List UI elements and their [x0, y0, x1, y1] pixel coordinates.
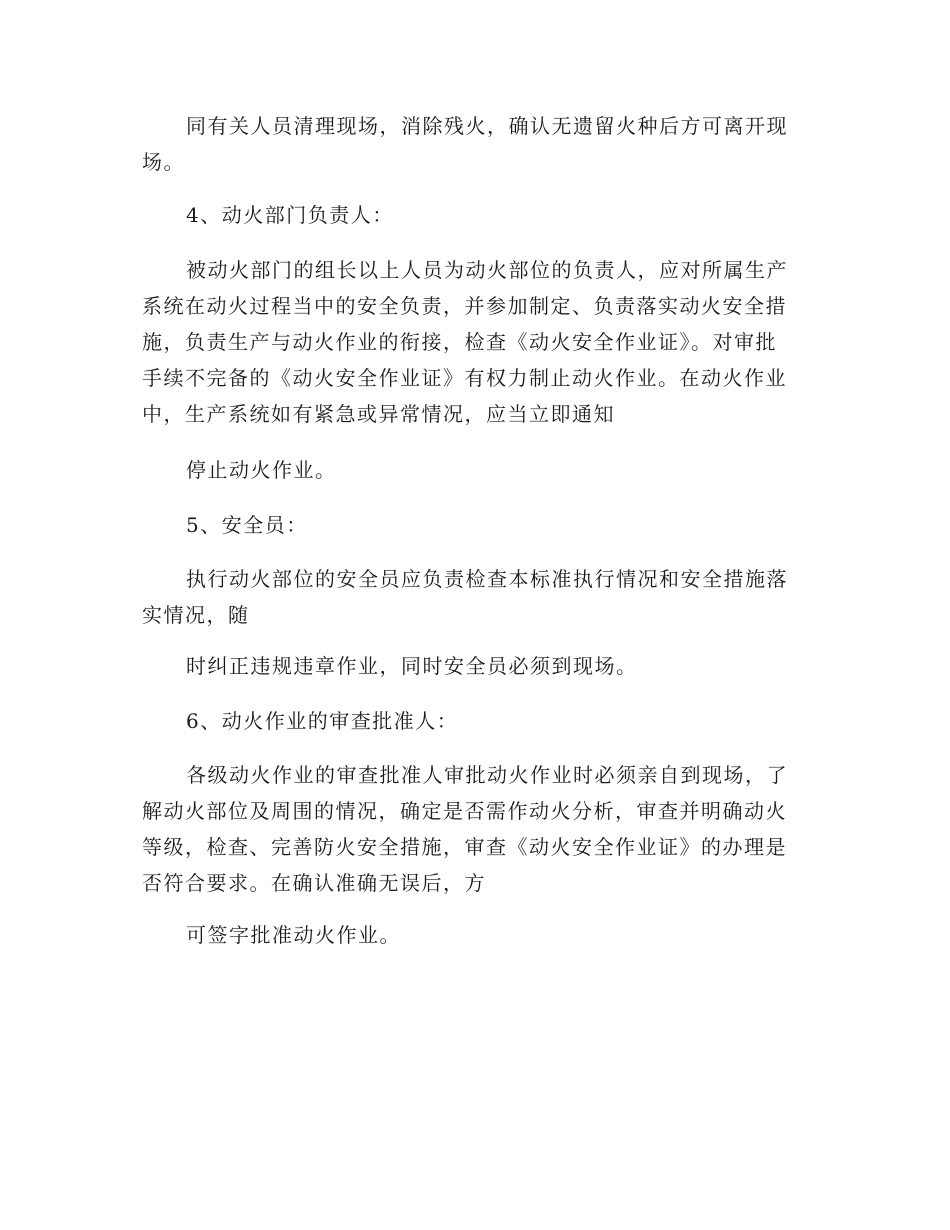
heading-approver: 6、动火作业的审查批准人：	[186, 709, 459, 733]
paragraph-stop-operation: 停止动火作业。	[186, 458, 337, 482]
paragraph-sign-approval: 可签字批准动火作业。	[186, 923, 401, 947]
paragraph-cleanup-site: 同有关人员清理现场，消除残火，确认无遗留火种后方可离开现场。	[142, 114, 788, 174]
paragraph-approver-duties: 各级动火作业的审查批准人审批动火作业时必须亲自到现场，了解动火部位及周围的情况，确定是否需作动火分析，审查并明确动火等级，检查、完善防火安全措施，审查《动火安全作业证》的办理是否符合要求。在确认准确无误后，方	[142, 763, 788, 895]
paragraph-correct-violations: 时纠正违规违章作业，同时安全员必须到现场。	[186, 654, 638, 678]
heading-department-head: 4、动火部门负责人：	[186, 203, 394, 227]
paragraph-safety-officer-duties: 执行动火部位的安全员应负责检查本标准执行情况和安全措施落实情况，随	[142, 567, 788, 627]
paragraph-department-head-duties: 被动火部门的组长以上人员为动火部位的负责人，应对所属生产系统在动火过程当中的安全负责，并参加制定、负责落实动火安全措施，负责生产与动火作业的衔接，检查《动火安全作业证》。对审批手续不完备的《动火安全作业证》有权力制止动火作业。在动火作业中，生产系统如有紧急或异常情况，应当立即通知	[142, 258, 788, 426]
heading-safety-officer: 5、安全员：	[186, 513, 308, 537]
